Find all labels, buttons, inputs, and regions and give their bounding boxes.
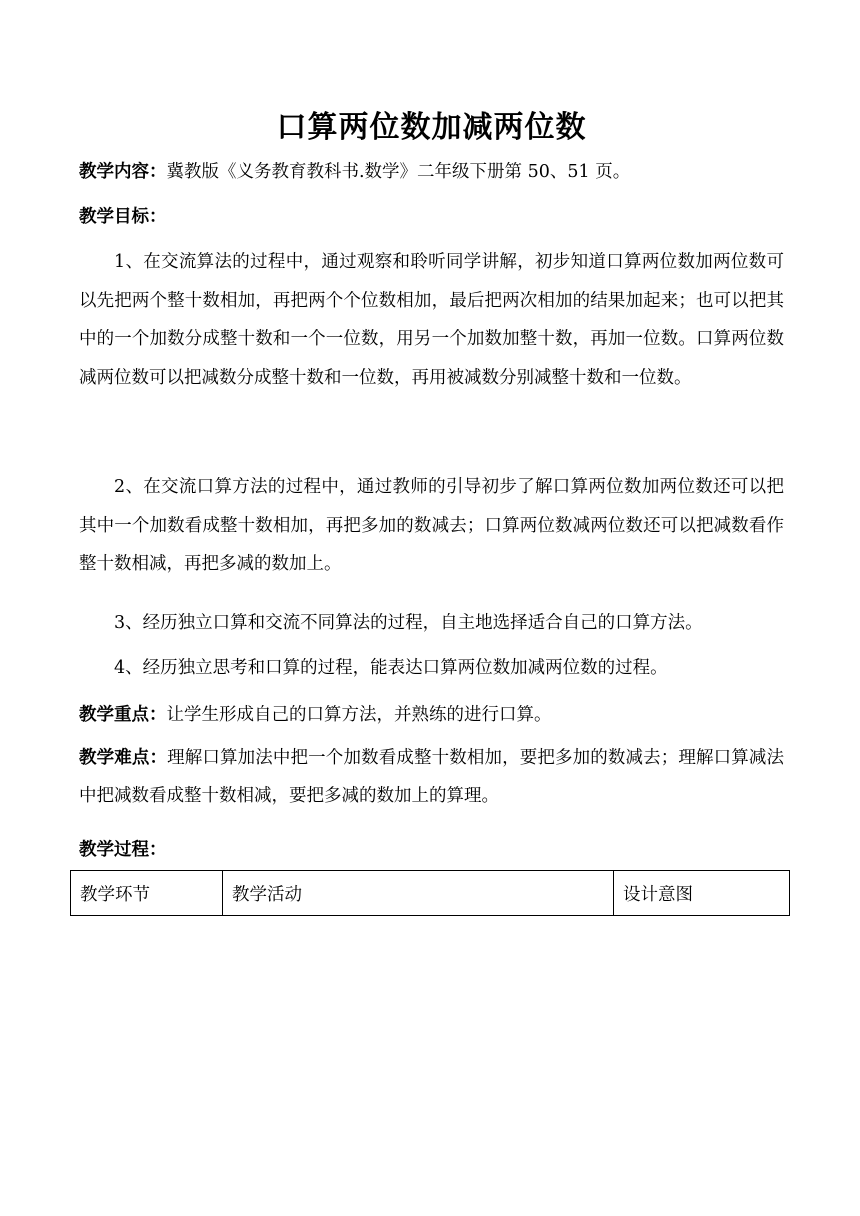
difficulty-text: 理解口算加法中把一个加数看成整十数相加，要把多加的数减去；理解口算减法中把减数看成整十数相减，要把多减的数加上的算理。 — [79, 748, 785, 806]
page-title: 口算两位数加减两位数 — [276, 110, 587, 145]
key-point-label: 教学重点： — [79, 705, 167, 725]
objective-item-3: 3、经历独立口算和交流不同算法的过程，自主地选择适合自己的口算方法。 — [114, 613, 703, 633]
table-header-intent: 设计意图 — [614, 871, 790, 916]
table-header-activity: 教学活动 — [223, 871, 614, 916]
teaching-process-table — [70, 870, 790, 916]
teaching-content-text: 冀教版《义务教育教科书.数学》二年级下册第 50、51 页。 — [166, 162, 631, 182]
objective-item-2: 2、在交流口算方法的过程中，通过教师的引导初步了解口算两位数加两位数还可以把其中一个加数看成整十数相加，再把多加的数减去；口算两位数减两位数还可以把减数看作整十数相减，再把多减的数加上。 — [79, 477, 784, 574]
key-point-text: 让学生形成自己的口算方法，并熟练的进行口算。 — [166, 705, 552, 725]
teaching-process-label: 教学过程： — [79, 840, 167, 860]
difficulty-label: 教学难点： — [79, 748, 168, 768]
difficulty — [79, 739, 784, 815]
teaching-objectives-label: 教学目标： — [79, 207, 167, 227]
objective-item-1: 1、在交流算法的过程中，通过观察和聆听同学讲解，初步知道口算两位数加两位数可以先把两个整十数相加，再把两个个位数相加，最后把两次相加的结果加起来；也可以把其中的一个加数分成整十数和一个一位数，用另一个加数加整十数，再加一位数。口算两位数减两位数可以把减数分成整十数和一位数，再用被减数分别减整十数和一位数。 — [79, 252, 784, 388]
key-point — [79, 703, 552, 727]
table-header-stage: 教学环节 — [71, 871, 223, 916]
teaching-content — [79, 160, 630, 184]
objective-item-4: 4、经历独立思考和口算的过程，能表达口算两位数加减两位数的过程。 — [114, 658, 668, 678]
table-header-row — [71, 871, 790, 916]
teaching-content-label: 教学内容： — [79, 162, 167, 182]
